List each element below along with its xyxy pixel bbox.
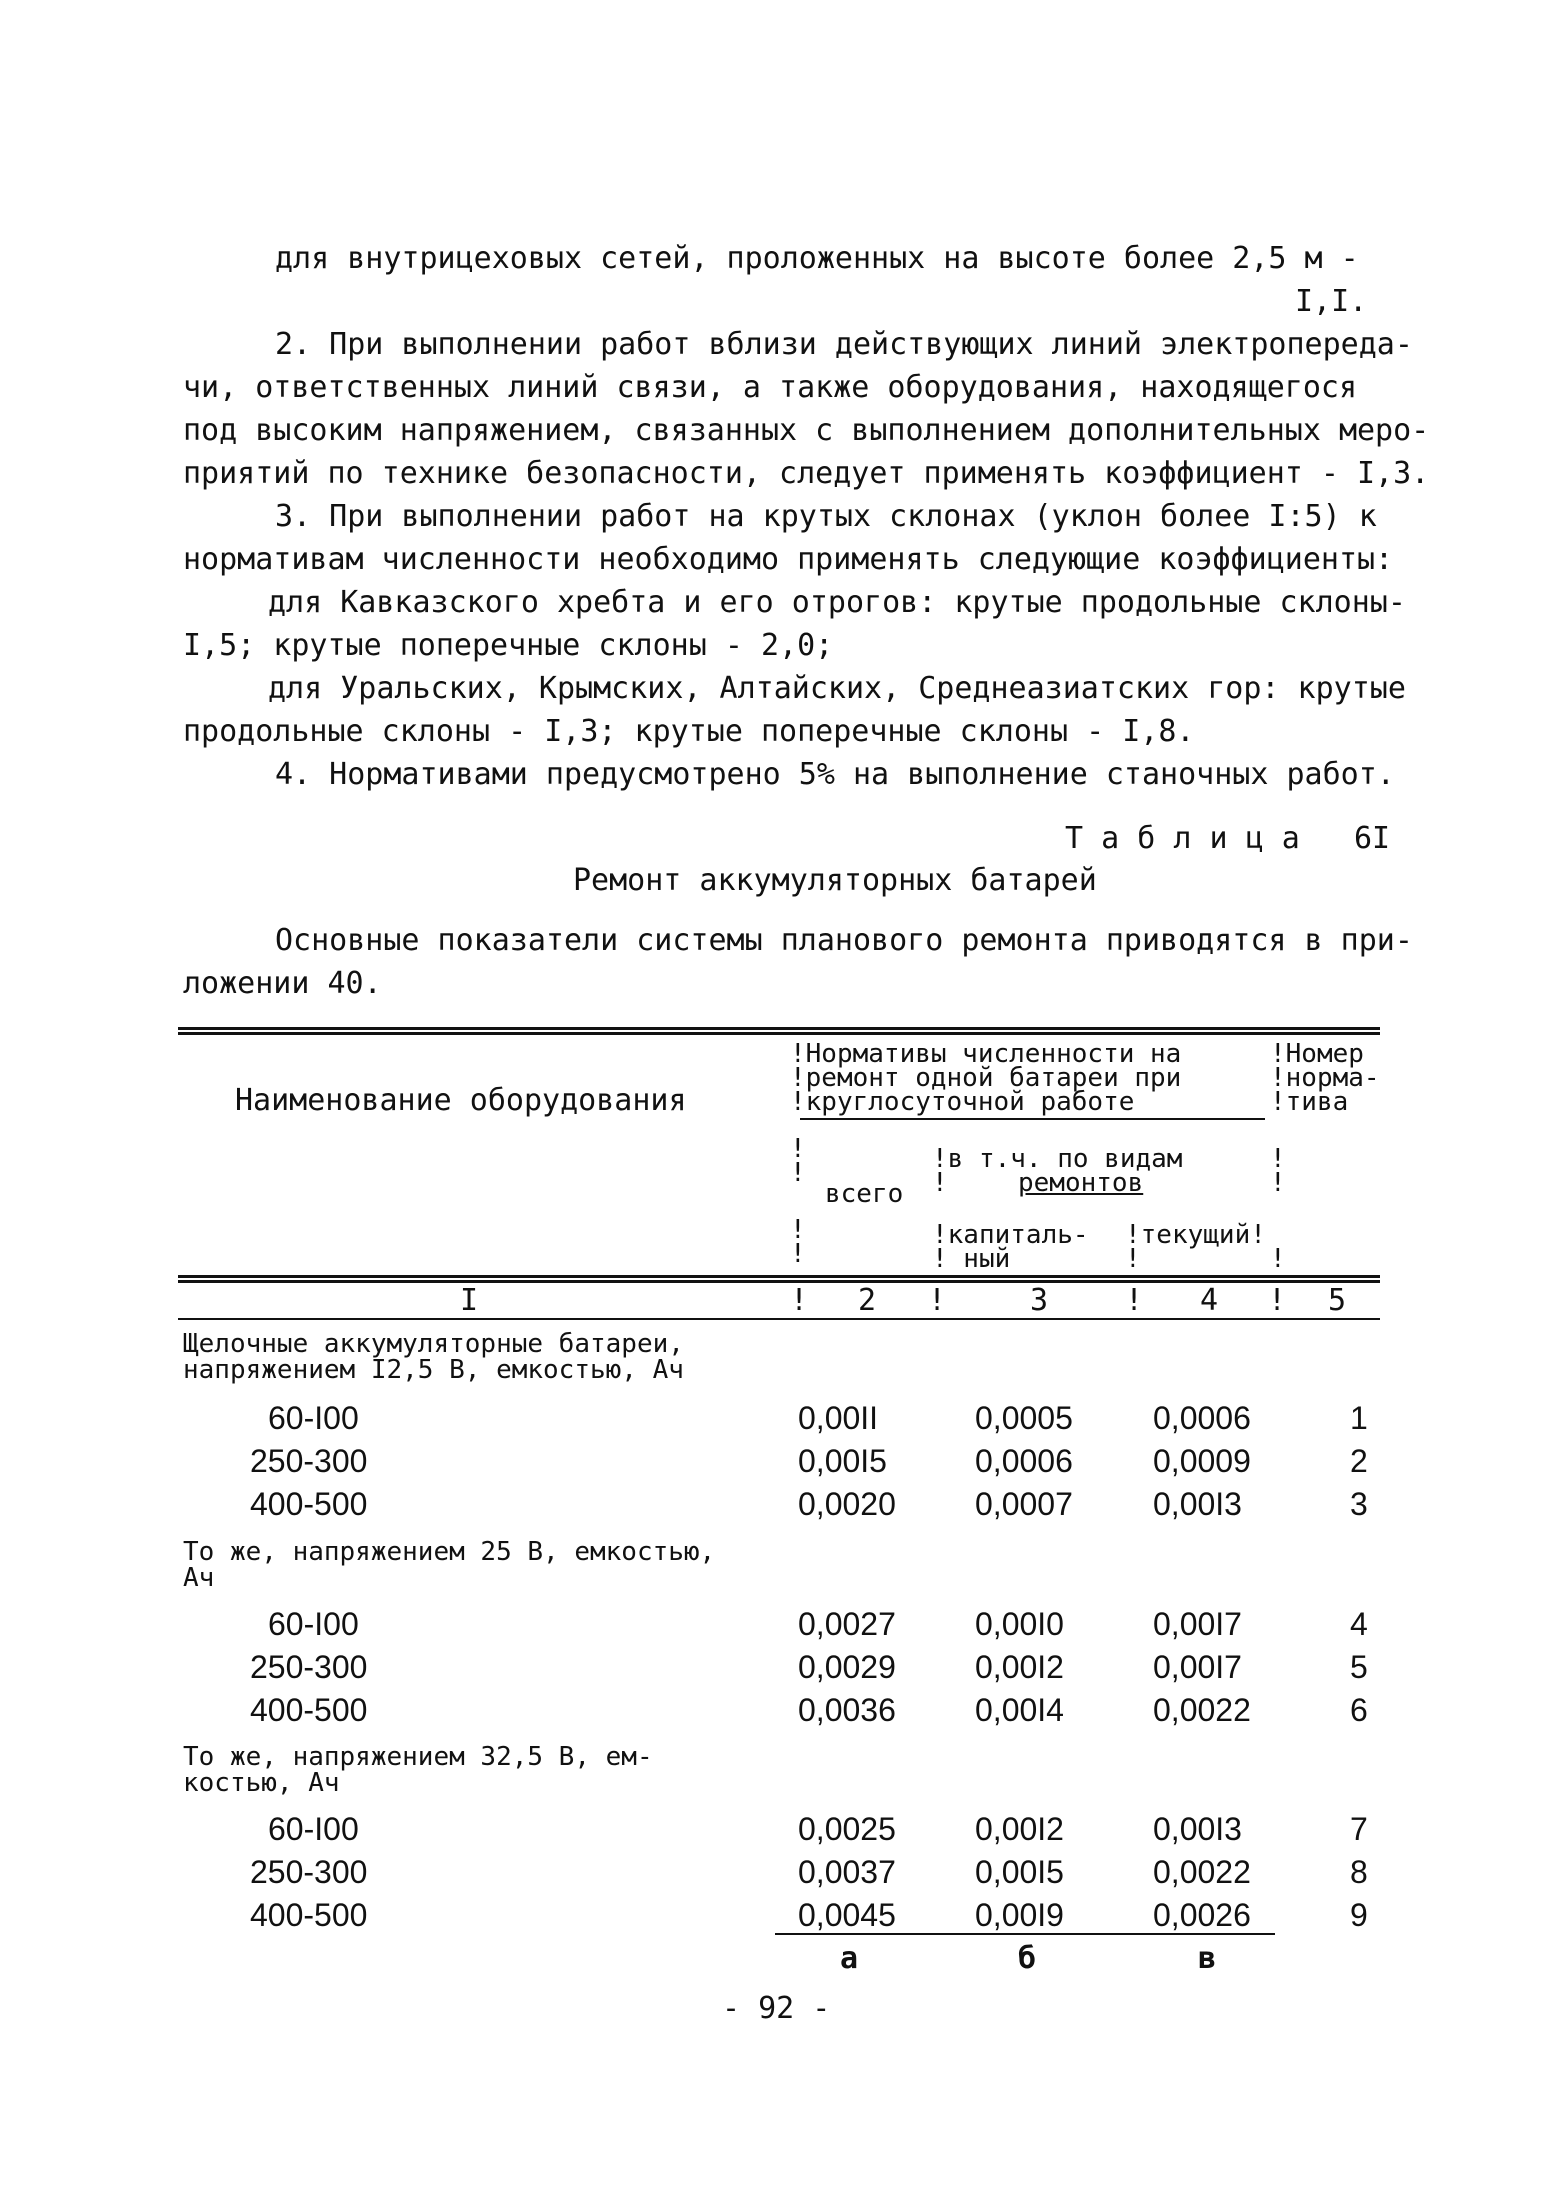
header-current-bang: ! bbox=[1125, 1244, 1141, 1274]
table-row-current: 0,0006 bbox=[1153, 1400, 1251, 1436]
header-incl-line-2: ремонтов bbox=[1018, 1168, 1144, 1198]
footer-letter-c: в bbox=[1198, 1941, 1217, 1976]
table-row-name: 250-300 bbox=[250, 1854, 368, 1890]
table-row-capital: 0,0006 bbox=[975, 1443, 1073, 1479]
group-1-title-line-2: напряжением I2,5 В, емкостью, Ач bbox=[183, 1355, 684, 1385]
table-row-total: 0,0037 bbox=[798, 1854, 896, 1890]
table-row-total: 0,0045 bbox=[798, 1897, 896, 1933]
table-row-total: 0,0025 bbox=[798, 1811, 896, 1847]
table-row-total: 0,0036 bbox=[798, 1692, 896, 1728]
intro-line-1-value: I,I. bbox=[1295, 284, 1368, 319]
header-norms-line-3: !круглосуточной работе bbox=[790, 1087, 1135, 1117]
header-separator-3: ! bbox=[1270, 1144, 1286, 1174]
group-2-title-line-1: То же, напряжением 25 В, емкостью, bbox=[183, 1537, 716, 1567]
table-row-capital: 0,0007 bbox=[975, 1486, 1073, 1522]
table-row-capital: 0,00I0 bbox=[975, 1606, 1064, 1642]
table-top-rule bbox=[178, 1027, 1380, 1030]
footer-letter-a: а bbox=[840, 1941, 859, 1976]
intro-line-11: продольные склоны - I,3; крутые поперечные склоны - I,8. bbox=[183, 714, 1195, 749]
header-norms-underline bbox=[800, 1118, 1265, 1120]
intro-line-12: 4. Нормативами предусмотрено 5% на выполнение станочных работ. bbox=[275, 757, 1395, 792]
col-number-rule bbox=[178, 1318, 1380, 1320]
table-row-current: 0,00I7 bbox=[1153, 1649, 1242, 1685]
page-number: - 92 - bbox=[722, 1991, 831, 2026]
table-row-current: 0,00I7 bbox=[1153, 1606, 1242, 1642]
col-number-3: 3 bbox=[1030, 1283, 1049, 1318]
table-top-rule-2 bbox=[178, 1032, 1380, 1035]
intro-line-3: чи, ответственных линий связи, а также оборудования, находящегося bbox=[183, 370, 1357, 405]
header-norms-line-1: !Нормативы численности на bbox=[790, 1039, 1182, 1069]
table-row-name: 60-I00 bbox=[268, 1811, 359, 1847]
intro-line-10: для Уральских, Крымских, Алтайских, Среднеазиатских гор: крутые bbox=[268, 671, 1406, 706]
header-separator-6: ! bbox=[790, 1239, 806, 1269]
table-row-capital: 0,00I2 bbox=[975, 1649, 1064, 1685]
col-number-1: I bbox=[460, 1283, 479, 1318]
table-title: Ремонт аккумуляторных батарей bbox=[573, 863, 1097, 898]
header-equipment: Наименование оборудования bbox=[235, 1083, 687, 1118]
header-number-line-3: !тива bbox=[1270, 1087, 1349, 1117]
group-3-title-line-2: костью, Ач bbox=[183, 1768, 340, 1798]
header-incl-bang: ! bbox=[932, 1168, 948, 1198]
group-3-title-line-1: То же, напряжением 32,5 В, ем- bbox=[183, 1742, 653, 1772]
header-number-line-1: !Номер bbox=[1270, 1039, 1364, 1069]
col-number-2: 2 bbox=[858, 1283, 877, 1318]
table-row-capital: 0,00I9 bbox=[975, 1897, 1064, 1933]
note-line-2: ложении 40. bbox=[183, 966, 382, 1001]
col-sep-d: ! bbox=[1268, 1283, 1287, 1318]
table-row-total: 0,00I5 bbox=[798, 1443, 887, 1479]
table-row-current: 0,0022 bbox=[1153, 1854, 1251, 1890]
intro-line-6: 3. При выполнении работ на крутых склонах (уклон более I:5) к bbox=[275, 499, 1377, 534]
intro-line-5: приятий по технике безопасности, следует применять коэффициент - I,3. bbox=[183, 456, 1430, 491]
table-row-name: 250-300 bbox=[250, 1443, 368, 1479]
intro-line-4: под высоким напряжением, связанных с выполнением дополнительных меро- bbox=[183, 413, 1430, 448]
table-row-number: 4 bbox=[1350, 1606, 1368, 1642]
header-separator-2: ! bbox=[790, 1158, 806, 1188]
table-row-name: 60-I00 bbox=[268, 1400, 359, 1436]
table-row-current: 0,0022 bbox=[1153, 1692, 1251, 1728]
table-row-total: 0,0020 bbox=[798, 1486, 896, 1522]
table-row-number: 5 bbox=[1350, 1649, 1368, 1685]
header-current: !текущий! bbox=[1125, 1220, 1266, 1250]
header-bottom-rule bbox=[178, 1275, 1380, 1278]
note-line-1: Основные показатели системы планового ремонта приводятся в при- bbox=[275, 923, 1413, 958]
table-row-total: 0,00II bbox=[798, 1400, 879, 1436]
header-number-line-2: !норма- bbox=[1270, 1063, 1380, 1093]
intro-line-2: 2. При выполнении работ вблизи действующих линий электропереда- bbox=[275, 327, 1413, 362]
header-separator-7: ! bbox=[1270, 1244, 1286, 1274]
table-row-current: 0,0026 bbox=[1153, 1897, 1251, 1933]
table-row-number: 8 bbox=[1350, 1854, 1368, 1890]
table-row-name: 400-500 bbox=[250, 1692, 368, 1728]
table-label: Т а б л и ц а 6I bbox=[1065, 821, 1391, 856]
intro-line-9: I,5; крутые поперечные склоны - 2,0; bbox=[183, 628, 834, 663]
table-row-capital: 0,0005 bbox=[975, 1400, 1073, 1436]
header-capital-line-1: !капиталь- bbox=[932, 1220, 1089, 1250]
table-sum-rule bbox=[775, 1933, 1275, 1935]
header-total: всего bbox=[825, 1179, 904, 1209]
table-row-number: 7 bbox=[1350, 1811, 1368, 1847]
footer-letter-b: б bbox=[1018, 1941, 1037, 1976]
group-1-title-line-1: Щелочные аккумуляторные батареи, bbox=[183, 1329, 684, 1359]
table-row-number: 2 bbox=[1350, 1443, 1368, 1479]
table-row-name: 250-300 bbox=[250, 1649, 368, 1685]
table-row-total: 0,0027 bbox=[798, 1606, 896, 1642]
header-separator-5: ! bbox=[790, 1215, 806, 1245]
table-row-capital: 0,00I2 bbox=[975, 1811, 1064, 1847]
table-row-number: 9 bbox=[1350, 1897, 1368, 1933]
table-row-name: 400-500 bbox=[250, 1897, 368, 1933]
table-row-name: 60-I00 bbox=[268, 1606, 359, 1642]
table-row-capital: 0,00I5 bbox=[975, 1854, 1064, 1890]
table-row-name: 400-500 bbox=[250, 1486, 368, 1522]
header-separator-1: ! bbox=[790, 1134, 806, 1164]
col-sep-b: ! bbox=[928, 1283, 947, 1318]
table-row-current: 0,00I3 bbox=[1153, 1811, 1242, 1847]
col-sep-a: ! bbox=[790, 1283, 809, 1318]
table-row-total: 0,0029 bbox=[798, 1649, 896, 1685]
col-number-5: 5 bbox=[1328, 1283, 1347, 1318]
table-row-capital: 0,00I4 bbox=[975, 1692, 1064, 1728]
table-row-number: 1 bbox=[1350, 1400, 1368, 1436]
header-norms-line-2: !ремонт одной батареи при bbox=[790, 1063, 1182, 1093]
table-row-number: 3 bbox=[1350, 1486, 1368, 1522]
table-row-current: 0,00I3 bbox=[1153, 1486, 1242, 1522]
group-2-title-line-2: Ач bbox=[183, 1563, 215, 1593]
header-incl-line-1: !в т.ч. по видам bbox=[932, 1144, 1183, 1174]
intro-line-7: нормативам численности необходимо применять следующие коэффициенты: bbox=[183, 542, 1394, 577]
header-capital-line-2: ! ный bbox=[932, 1244, 1011, 1274]
intro-line-8: для Кавказского хребта и его отрогов: крутые продольные склоны- bbox=[268, 585, 1406, 620]
col-number-4: 4 bbox=[1200, 1283, 1219, 1318]
table-row-number: 6 bbox=[1350, 1692, 1368, 1728]
header-separator-4: ! bbox=[1270, 1168, 1286, 1198]
col-sep-c: ! bbox=[1125, 1283, 1144, 1318]
intro-line-1: для внутрицеховых сетей, проложенных на высоте более 2,5 м - bbox=[275, 241, 1359, 276]
table-row-current: 0,0009 bbox=[1153, 1443, 1251, 1479]
